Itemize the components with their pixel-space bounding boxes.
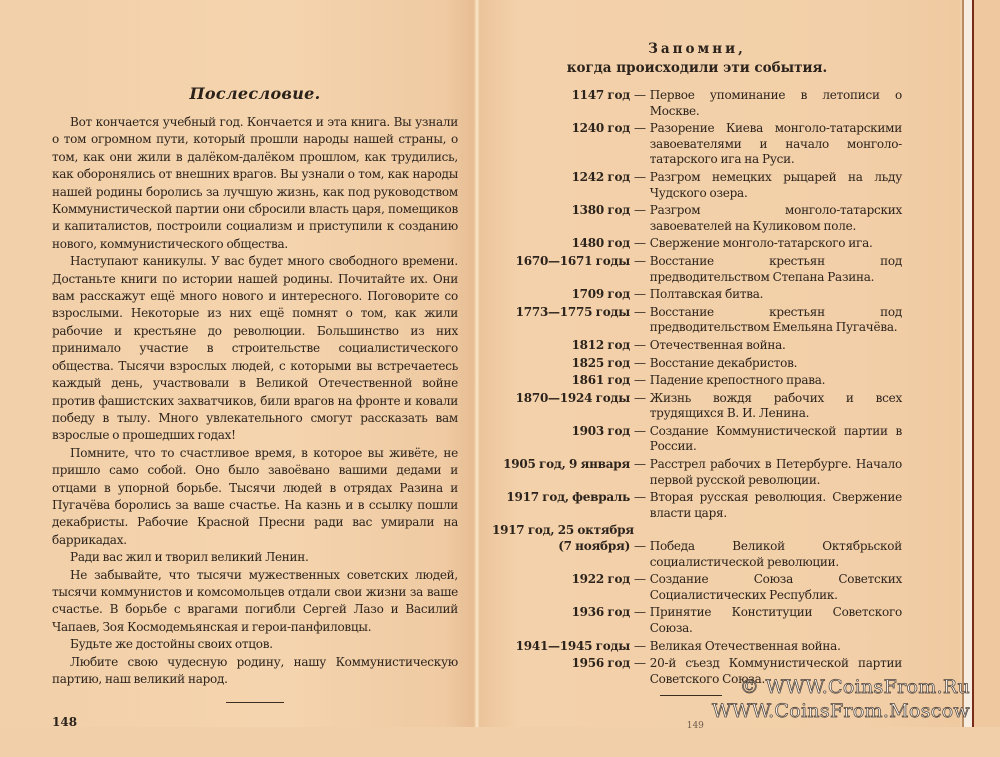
event-dash: —: [634, 638, 646, 653]
event-description: Расстрел рабочих в Петербурге. Начало первой русской революции.: [649, 457, 902, 487]
timeline-list: [492, 88, 902, 687]
right-page-content: [492, 40, 902, 757]
timeline-event: [492, 170, 902, 201]
event-date: 1917 год, февраль: [506, 490, 630, 505]
event-description: Победа Великой Октябрьской социалистической революции.: [649, 539, 902, 569]
afterword-paragraph: Будьте же достойны своих отцов.: [70, 637, 273, 652]
event-dash: —: [634, 605, 646, 620]
event-description: Восстание декабристов.: [649, 355, 798, 370]
event-date: 1917 год, 25 октября: [492, 523, 634, 538]
event-date: 1773—1775 годы: [515, 304, 630, 319]
event-description: Создание Союза Советских Социалистических Республик.: [649, 572, 902, 602]
event-dash: —: [634, 490, 646, 505]
event-dash: —: [634, 355, 646, 370]
event-dash: —: [634, 88, 646, 102]
event-dash: —: [634, 423, 646, 438]
event-description: Разгром монголо-татарских завоевателей на Куликовом поле.: [649, 203, 902, 233]
event-date: 1242 год: [571, 169, 630, 184]
event-date: 1240 год: [571, 121, 630, 136]
timeline-event: [492, 391, 902, 422]
timeline-event: [492, 121, 902, 168]
event-dash: —: [634, 373, 646, 388]
afterword-paragraph: Ради вас жил и творил великий Ленин.: [70, 550, 309, 565]
event-date: 1812 год: [571, 337, 630, 352]
afterword-paragraph: Наступают каникулы. У вас будет много свободного времени. Достаньте книги по истории нашей родины. Почитайте их. Они вам расскажут ещё много нового и интересного. Поговорите со взрослыми. Некоторые из них ещё помнят о том, как жили рабочие и крестьяне до революции. Большинство из них принимало участие в строительстве социалистического общества. Тысячи взрослых людей, с которыми вы встречаетесь каждый день, участвовали в Великой Отечественной войне против фашистских захватчиков, били врагов на фронте и ковали победу в тылу. Много увлекательного смогут рассказать вам взрослые о прошедших годах!: [52, 254, 458, 443]
timeline-event: [492, 457, 902, 488]
event-description: Восстание крестьян под предводительством Емельяна Пугачёва.: [649, 304, 902, 335]
afterword-paragraph: Вот кончается учебный год. Кончается и эта книга. Вы узнали о том огромном пути, который прошли народы нашей страны, о том, как они жили в далёком-далёком прошлом, как трудились, как оборонялись от внешних врагов. Вы узнали о том, как народы нашей родины боролись за лучшую жизнь, как под руководством Коммунистической партии они сбросили власть царя, помещиков и капиталистов, построили социализм и приступили к созданию нового, коммунистического общества.: [52, 115, 458, 251]
event-description: Первое упоминание в летописи о Москве.: [649, 88, 902, 118]
event-date-sub: (7 ноября): [558, 539, 630, 554]
event-description: Вторая русская революция. Свержение власти царя.: [649, 490, 902, 520]
event-dash: —: [634, 337, 646, 352]
watermark-line-1: © WWW.CoinsFrom.Ru: [739, 676, 970, 698]
event-description: Отечественная война.: [649, 337, 786, 352]
event-date: 1480 год: [571, 236, 630, 251]
timeline-event: [492, 424, 902, 455]
event-date: 1922 год: [571, 572, 630, 587]
timeline-event: [492, 338, 902, 354]
page-number-left: 148: [52, 715, 78, 730]
event-date-block: [492, 523, 634, 570]
event-description: Восстание крестьян под предводительством Степана Разина.: [649, 253, 902, 284]
event-date: 1709 год: [571, 287, 630, 302]
timeline-event: [492, 287, 902, 303]
event-date: 1936 год: [571, 605, 630, 620]
event-description: Падение крепостного права.: [649, 373, 826, 388]
event-description: Полтавская битва.: [649, 287, 764, 302]
event-dash: —: [634, 539, 646, 554]
event-description: 20-й съезд Коммунистической партии Советского Союза.: [649, 656, 902, 686]
watermark: [712, 675, 970, 723]
event-date: 1670—1671 годы: [515, 253, 630, 268]
event-dash: —: [634, 236, 646, 251]
event-date: 1147 год: [571, 88, 630, 102]
event-description: Разгром немецких рыцарей на льду Чудского озера.: [649, 169, 902, 200]
event-date: 1956 год: [571, 656, 630, 671]
event-dash: —: [634, 287, 646, 302]
event-dash: —: [634, 304, 646, 319]
timeline-event: [492, 373, 902, 389]
timeline-event: [492, 605, 902, 636]
event-dash: —: [634, 572, 646, 587]
end-rule-left: [226, 702, 284, 703]
timeline-event: [492, 305, 902, 336]
page-edge-light: [964, 0, 972, 727]
timeline-title-line2: когда происходили эти события.: [566, 60, 828, 76]
event-date: 1380 год: [571, 203, 630, 218]
cover-edge: [974, 0, 1000, 727]
event-dash: —: [634, 169, 646, 184]
event-date: 1861 год: [571, 373, 630, 388]
timeline-event: [492, 490, 902, 521]
event-description: Великая Отечественная война.: [649, 638, 841, 653]
event-description: Принятие Конституции Советского Союза.: [649, 605, 902, 635]
event-dash: —: [634, 457, 646, 472]
afterword-paragraph: Любите свою чудесную родину, нашу Коммунистическую партию, наш великий народ.: [52, 654, 458, 686]
event-dash: —: [634, 253, 646, 268]
event-description: Разорение Киева монголо-татарскими завоевателями и начало монголо-татарского ига на Руси.: [649, 121, 902, 167]
timeline-event: [492, 88, 902, 119]
event-dash: —: [634, 121, 646, 136]
afterword-paragraph: Помните, что то счастливое время, в которое вы живёте, не пришло само собой. Оно было завоёвано вашими дедами и отцами в упорной борьбе. Тысячи людей в отрядах Разина и Пугачёва боролись за ваше счастье. На казнь и в ссылку пошли декабристы. Рабочие Красной Пресни ради вас умирали на баррикадах.: [52, 445, 458, 547]
afterword-body: [52, 114, 458, 688]
timeline-event: [492, 254, 902, 285]
timeline-event: [492, 356, 902, 372]
timeline-title: [492, 40, 902, 78]
event-description: Жизнь вождя рабочих и всех трудящихся В. И. Ленина.: [649, 390, 902, 421]
event-description: Создание Коммунистической партии в России.: [649, 423, 902, 454]
afterword-paragraph: Не забывайте, что тысячи мужественных советских людей, тысячи коммунистов и комсомольцев отдали свои жизни за ваше счастье. В борьбе с врагами погибли Сергей Лазо и Василий Чапаев, Зоя Космодемьянская и герои-панфиловцы.: [52, 567, 458, 634]
event-dash: —: [634, 390, 646, 405]
event-dash: —: [634, 203, 646, 218]
left-page-content: [52, 84, 458, 729]
event-dash: —: [634, 656, 646, 671]
timeline-event: [492, 572, 902, 603]
timeline-event: [492, 236, 902, 252]
afterword-title: Послесловие.: [189, 84, 321, 103]
event-description: Свержение монголо-татарского ига.: [649, 236, 873, 251]
event-date: 1905 год, 9 января: [503, 457, 630, 472]
page-number-right: 149: [686, 721, 704, 732]
timeline-event: [492, 203, 902, 234]
timeline-event: [492, 523, 902, 570]
timeline-title-line1: Запомни,: [648, 41, 746, 57]
event-date: 1870—1924 годы: [515, 390, 630, 405]
event-date: 1903 год: [571, 423, 630, 438]
event-date: 1941—1945 годы: [515, 638, 630, 653]
event-date: 1825 год: [571, 355, 630, 370]
watermark-line-2: WWW.CoinsFrom.Moscow: [711, 700, 970, 722]
timeline-event: [492, 639, 902, 655]
